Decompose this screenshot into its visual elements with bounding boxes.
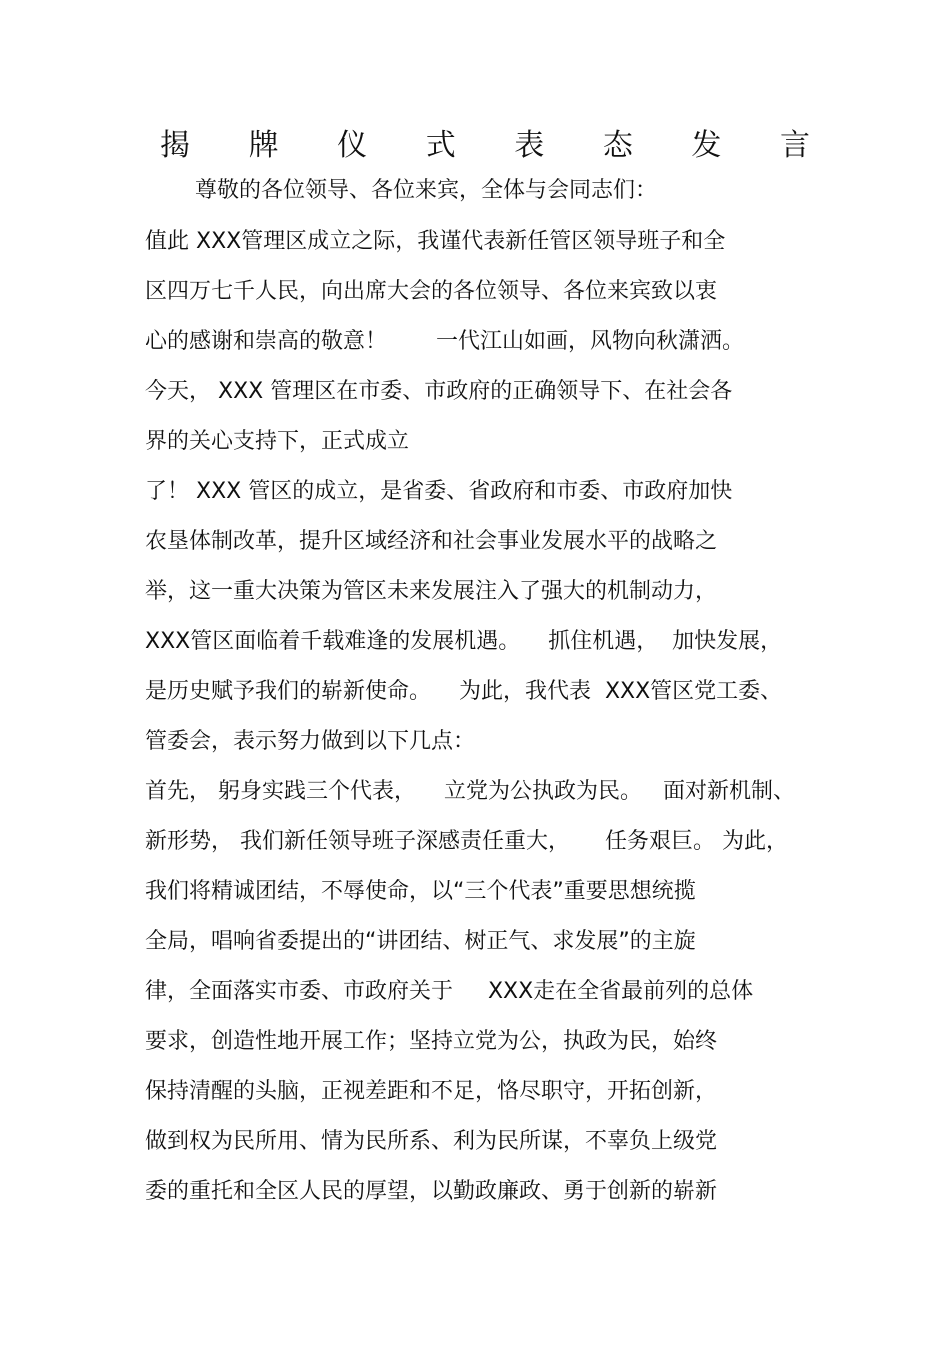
body-line: 管委会，表示努力做到以下几点： (145, 729, 476, 754)
title-char: 仪 (337, 128, 368, 163)
body-line: 举，这一重大决策为管区未来发展注入了强大的机制动力， (145, 579, 718, 604)
salutation: 尊敬的各位领导、各位来宾，全体与会同志们： (195, 178, 658, 203)
title-char: 揭 (160, 128, 190, 163)
body-line: 心的感谢和崇高的敬意！ 一代江山如画，风物向秋潇洒。 (145, 329, 744, 354)
body-line: 首先， 躬身实践三个代表， 立党为公执政为民。 面对新机制、 (145, 779, 795, 804)
body-line: 做到权为民所用、情为民所系、利为民所谋，不辜负上级党 (145, 1129, 718, 1154)
title-char: 态 (602, 128, 633, 163)
title-char: 式 (425, 128, 456, 163)
body-line: 律，全面落实市委、市政府关于 XXX走在全省最前列的总体 (145, 979, 754, 1004)
body-line: 区四万七千人民，向出席大会的各位领导、各位来宾致以衷 (145, 279, 718, 304)
page-title (160, 120, 810, 164)
body-line: 我们将精诚团结，不辱使命，以“三个代表”重要思想统揽 (145, 879, 696, 904)
body-line: 了！ XXX 管区的成立，是省委、省政府和市委、市政府加快 (145, 479, 733, 504)
body-line: 今天， XXX 管理区在市委、市政府的正确领导下、在社会各 (145, 379, 733, 404)
body-line: 是历史赋予我们的崭新使命。 为此，我代表 XXX管区党工委、 (145, 679, 783, 704)
body-line: XXX管区面临着千载难逢的发展机遇。 抓住机遇， 加快发展， (145, 629, 783, 654)
body-line: 要求，创造性地开展工作；坚持立党为公，执政为民，始终 (145, 1029, 718, 1054)
body-line: 保持清醒的头脑，正视差距和不足，恪尽职守，开拓创新， (145, 1079, 718, 1104)
body-line: 界的关心支持下，正式成立 (145, 429, 410, 454)
title-char: 言 (779, 128, 810, 163)
body-line: 值此 XXX管理区成立之际，我谨代表新任管区领导班子和全 (145, 229, 726, 254)
body-line: 农垦体制改革，提升区域经济和社会事业发展水平的战略之 (145, 529, 718, 554)
title-char: 表 (514, 128, 545, 163)
title-char: 发 (691, 128, 722, 163)
body-line: 新形势， 我们新任领导班子深感责任重大， 任务艰巨。 为此， (145, 829, 788, 854)
body-line: 委的重托和全区人民的厚望，以勤政廉政、勇于创新的崭新 (145, 1179, 718, 1204)
title-char: 牌 (248, 128, 279, 163)
body-line: 全局，唱响省委提出的“讲团结、树正气、求发展”的主旋 (145, 929, 696, 954)
